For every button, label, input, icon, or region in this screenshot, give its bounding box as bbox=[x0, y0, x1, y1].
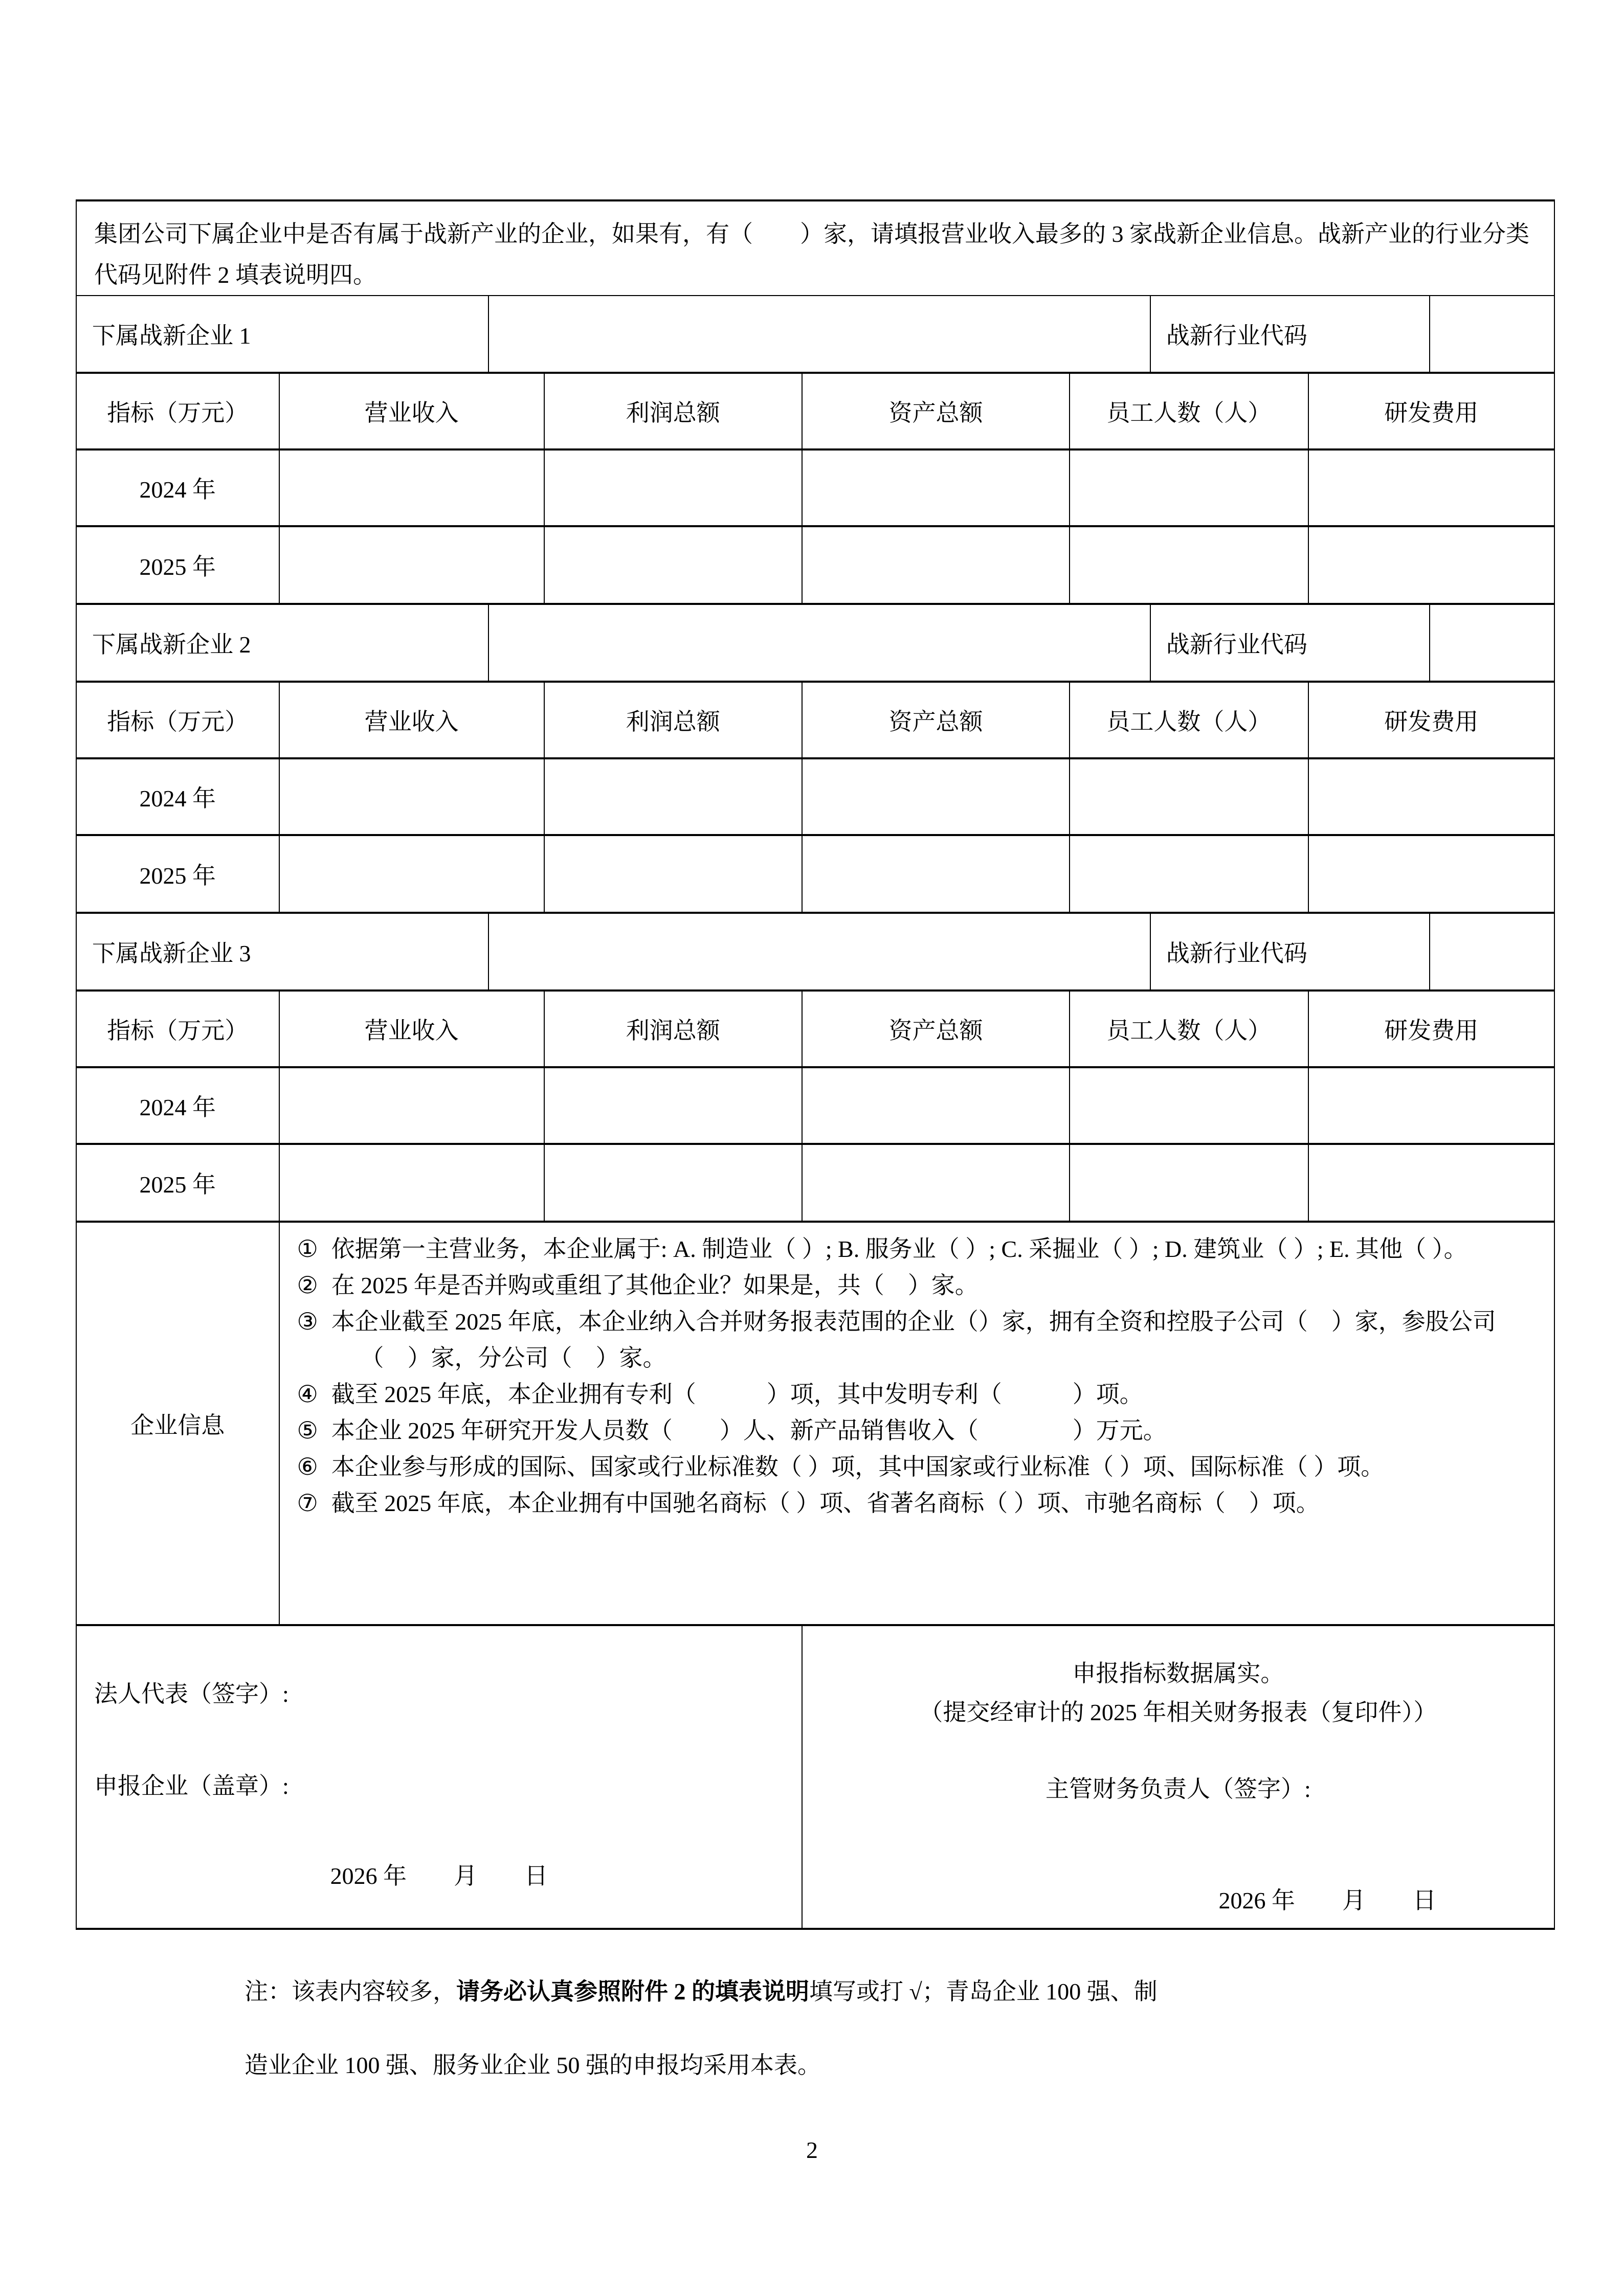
ent3-2024-revenue-cell[interactable] bbox=[280, 1068, 545, 1143]
item-marker: ⑦ bbox=[297, 1490, 318, 1516]
enterprise-3-2024-row bbox=[77, 1068, 1554, 1145]
ent1-2025-profit-cell[interactable] bbox=[545, 527, 803, 603]
declaring-enterprise-seal-label[interactable]: 申报企业（盖章）: bbox=[94, 1773, 289, 1799]
data-truthful-statement: 申报指标数据属实。 bbox=[1072, 1660, 1284, 1686]
col-header-assets: 资产总额 bbox=[803, 374, 1070, 448]
ent2-2025-revenue-cell[interactable] bbox=[280, 836, 545, 912]
col-header-rnd: 研发费用 bbox=[1384, 1018, 1479, 1044]
col-header-rnd: 研发费用 bbox=[1384, 400, 1479, 426]
ent1-2024-revenue-cell[interactable] bbox=[280, 451, 545, 525]
col-header-employees: 员工人数（人） bbox=[1070, 683, 1308, 757]
intro-row bbox=[77, 201, 1554, 296]
ent3-2025-profit-cell[interactable] bbox=[545, 1145, 803, 1221]
info-item-1[interactable] bbox=[297, 1231, 1533, 1267]
enterprise-2-code-label: 战新行业代码 bbox=[1151, 605, 1430, 681]
ent1-2025-rnd-cell[interactable] bbox=[1309, 527, 1554, 603]
col-header-revenue: 营业收入 bbox=[280, 374, 545, 448]
enterprise-1-label: 下属战新企业 1 bbox=[77, 296, 489, 372]
col-header-revenue: 营业收入 bbox=[280, 992, 545, 1066]
ent3-2024-rnd-cell[interactable] bbox=[1309, 1068, 1554, 1143]
item-marker: ⑥ bbox=[297, 1454, 318, 1480]
year-label-2025: 2025 年 bbox=[77, 1145, 280, 1221]
year-label-2024: 2024 年 bbox=[77, 759, 280, 834]
enterprise-1-2024-row bbox=[77, 451, 1554, 527]
audited-statements-note: （提交经审计的 2025 年相关财务报表（复印件）） bbox=[919, 1699, 1437, 1725]
enterprise-2-2025-row bbox=[77, 836, 1554, 914]
company-info-content bbox=[280, 1223, 1554, 1624]
footnote-prefix: 注：该表内容较多， bbox=[244, 1978, 456, 2005]
company-info-row bbox=[77, 1223, 1554, 1626]
ent2-2025-assets-cell[interactable] bbox=[803, 836, 1070, 912]
ent1-2025-employees-cell[interactable] bbox=[1070, 527, 1308, 603]
ent1-2024-assets-cell[interactable] bbox=[803, 451, 1070, 525]
info-item-5[interactable] bbox=[297, 1412, 1533, 1449]
signature-right-cell bbox=[803, 1626, 1554, 1928]
ent3-2025-rnd-cell[interactable] bbox=[1309, 1145, 1554, 1221]
ent2-2024-assets-cell[interactable] bbox=[803, 759, 1070, 834]
enterprise-1-header-row bbox=[77, 374, 1554, 451]
col-header-profit: 利润总额 bbox=[545, 992, 803, 1066]
year-label-2025: 2025 年 bbox=[77, 836, 280, 912]
ent3-2025-assets-cell[interactable] bbox=[803, 1145, 1070, 1221]
enterprise-1-name-row bbox=[77, 296, 1554, 374]
company-info-label: 企业信息 bbox=[77, 1223, 280, 1624]
enterprise-2-2024-row bbox=[77, 759, 1554, 836]
enterprise-3-label: 下属战新企业 3 bbox=[77, 914, 489, 989]
ent2-2024-employees-cell[interactable] bbox=[1070, 759, 1308, 834]
enterprise-2-name-row bbox=[77, 605, 1554, 683]
item-text: 依据第一主营业务，本企业属于: A. 制造业（ ）; B. 服务业（ ）; C. 采掘业（ ）; D. 建筑业（ ）; E. 其他（ ）。 bbox=[331, 1236, 1467, 1262]
item-text: 本企业 2025 年研究开发人员数（ ）人、新产品销售收入（ ）万元。 bbox=[331, 1417, 1167, 1444]
col-header-indicator: 指标（万元） bbox=[77, 374, 280, 448]
col-header-indicator: 指标（万元） bbox=[77, 683, 280, 757]
col-header-assets: 资产总额 bbox=[803, 992, 1070, 1066]
ent1-2024-employees-cell[interactable] bbox=[1070, 451, 1308, 525]
footnote-line-2: 造业企业 100 强、服务业企业 50 强的申报均采用本表。 bbox=[244, 2052, 821, 2078]
enterprise-1-code-input-cell[interactable] bbox=[1430, 296, 1554, 372]
info-item-2[interactable] bbox=[297, 1267, 1533, 1303]
ent3-2024-assets-cell[interactable] bbox=[803, 1068, 1070, 1143]
item-text: 截至 2025 年底，本企业拥有专利（ ）项，其中发明专利（ ）项。 bbox=[331, 1381, 1143, 1407]
enterprise-3-code-input-cell[interactable] bbox=[1430, 914, 1554, 989]
info-item-3[interactable] bbox=[297, 1303, 1533, 1376]
col-header-employees: 员工人数（人） bbox=[1070, 992, 1308, 1066]
item-marker: ③ bbox=[297, 1309, 318, 1335]
signature-left-date[interactable]: 2026 年 月 日 bbox=[330, 1863, 548, 1889]
item-text: 截至 2025 年底，本企业拥有中国驰名商标（ ）项、省著名商标（ ）项、市驰名商标（ ）项。 bbox=[331, 1490, 1320, 1516]
ent2-2025-profit-cell[interactable] bbox=[545, 836, 803, 912]
col-header-indicator: 指标（万元） bbox=[77, 992, 280, 1066]
year-label-2024: 2024 年 bbox=[77, 1068, 280, 1143]
item-text: 本企业截至 2025 年底，本企业纳入合并财务报表范围的企业（）家，拥有全资和控股子公司（ ）家，参股公司（ ）家，分公司（ ）家。 bbox=[331, 1309, 1496, 1371]
signature-row bbox=[77, 1626, 1554, 1928]
item-marker: ① bbox=[297, 1236, 318, 1262]
enterprise-3-name-row bbox=[77, 914, 1554, 992]
info-item-6[interactable] bbox=[297, 1449, 1533, 1485]
declaration-table bbox=[76, 199, 1555, 1930]
ent3-2025-employees-cell[interactable] bbox=[1070, 1145, 1308, 1221]
enterprise-3-code-label: 战新行业代码 bbox=[1151, 914, 1430, 989]
item-text: 在 2025 年是否并购或重组了其他企业？如果是，共（ ）家。 bbox=[331, 1272, 978, 1298]
ent3-2025-revenue-cell[interactable] bbox=[280, 1145, 545, 1221]
enterprise-2-code-input-cell[interactable] bbox=[1430, 605, 1554, 681]
enterprise-3-2025-row bbox=[77, 1145, 1554, 1223]
ent2-2025-rnd-cell[interactable] bbox=[1309, 836, 1554, 912]
ent2-2024-revenue-cell[interactable] bbox=[280, 759, 545, 834]
signature-right-date[interactable]: 2026 年 月 日 bbox=[1218, 1887, 1436, 1914]
ent1-2025-revenue-cell[interactable] bbox=[280, 527, 545, 603]
ent1-2024-rnd-cell[interactable] bbox=[1309, 451, 1554, 525]
item-marker: ④ bbox=[297, 1381, 318, 1407]
col-header-employees: 员工人数（人） bbox=[1070, 374, 1308, 448]
col-header-profit: 利润总额 bbox=[545, 374, 803, 448]
ent2-2024-profit-cell[interactable] bbox=[545, 759, 803, 834]
ent3-2024-profit-cell[interactable] bbox=[545, 1068, 803, 1143]
item-marker: ② bbox=[297, 1272, 318, 1298]
enterprise-3-name-input-cell[interactable] bbox=[489, 914, 1151, 989]
col-header-assets: 资产总额 bbox=[803, 683, 1070, 757]
footnote-suffix: 填写或打 √；青岛企业 100 强、制 bbox=[809, 1978, 1158, 2005]
ent3-2024-employees-cell[interactable] bbox=[1070, 1068, 1308, 1143]
ent2-2024-rnd-cell[interactable] bbox=[1309, 759, 1554, 834]
page-number: 2 bbox=[806, 2137, 818, 2163]
signature-left-cell bbox=[77, 1626, 803, 1928]
enterprise-1-code-label: 战新行业代码 bbox=[1151, 296, 1430, 372]
ent1-2025-assets-cell[interactable] bbox=[803, 527, 1070, 603]
info-item-4[interactable] bbox=[297, 1376, 1533, 1412]
enterprise-1-name-input-cell[interactable] bbox=[489, 296, 1151, 372]
enterprise-3-header-row bbox=[77, 992, 1554, 1068]
enterprise-1-2025-row bbox=[77, 527, 1554, 605]
footnote-line-1 bbox=[244, 1973, 1158, 2007]
enterprise-2-name-input-cell[interactable] bbox=[489, 605, 1151, 681]
col-header-rnd: 研发费用 bbox=[1384, 709, 1479, 735]
info-item-7[interactable] bbox=[297, 1485, 1533, 1521]
finance-head-signature-label[interactable]: 主管财务负责人（签字）: bbox=[1045, 1776, 1311, 1802]
enterprise-2-label: 下属战新企业 2 bbox=[77, 605, 489, 681]
col-header-profit: 利润总额 bbox=[545, 683, 803, 757]
legal-representative-signature-label[interactable]: 法人代表（签字）: bbox=[94, 1681, 289, 1707]
col-header-revenue: 营业收入 bbox=[280, 683, 545, 757]
ent1-2024-profit-cell[interactable] bbox=[545, 451, 803, 525]
item-marker: ⑤ bbox=[297, 1417, 318, 1444]
year-label-2024: 2024 年 bbox=[77, 451, 280, 525]
year-label-2025: 2025 年 bbox=[77, 527, 280, 603]
ent2-2025-employees-cell[interactable] bbox=[1070, 836, 1308, 912]
enterprise-2-header-row bbox=[77, 683, 1554, 759]
item-text: 本企业参与形成的国际、国家或行业标准数（ ）项，其中国家或行业标准（ ）项、国际标准（ ）项。 bbox=[331, 1454, 1385, 1480]
footnote-bold-segment: 请务必认真参照附件 2 的填表说明 bbox=[456, 1978, 809, 2005]
intro-text: 集团公司下属企业中是否有属于战新产业的企业，如果有，有（ ）家，请填报营业收入最多的 3 家战新企业信息。战新产业的行业分类代码见附件 2 填表说明四。 bbox=[94, 221, 1529, 288]
